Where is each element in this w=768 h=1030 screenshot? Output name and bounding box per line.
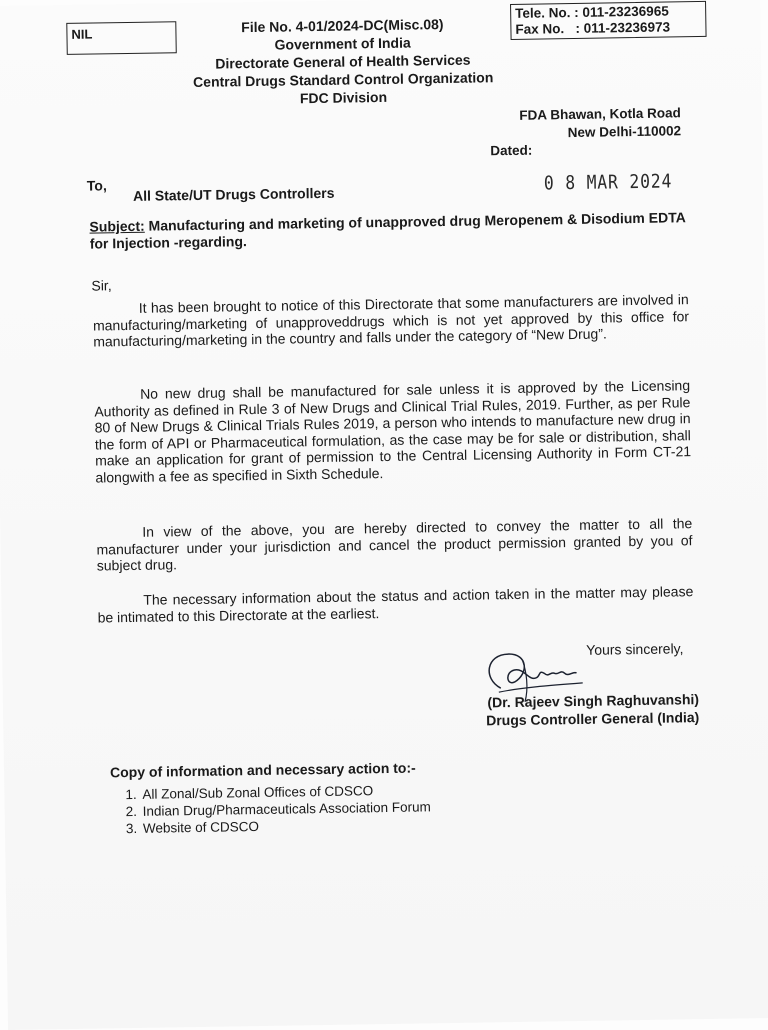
salutation: Sir, xyxy=(91,277,112,294)
body-paragraph: No new drug shall be manufactured for sale unless it is approved by the Licensing Authority as defined in Rule 3 of New Drugs and Clinical Trial Rules, 2019. Further, as per Rule 80 of New Drugs & Clinical Trials Rules 2019, a person who intends to manufacture new drug in the form of API or Pharmaceutical formulation, as the case may be for sale or distribution, shall make an application for grant of permission to the Central Licensing Authority in Form CT-21 alongwith a fee as specified in Sixth Schedule. xyxy=(94,377,692,486)
subject-label: Subject: xyxy=(89,217,145,235)
letterhead xyxy=(142,13,543,109)
recipient: All State/UT Drugs Controllers xyxy=(132,184,335,204)
org-line: Central Drugs Standard Control Organization xyxy=(192,69,494,90)
telephone-number: Tele. No. : 011-23236965 xyxy=(515,3,669,21)
signatory-name: (Dr. Rajeev Singh Raghuvanshi) xyxy=(487,691,700,711)
body-paragraph: The necessary information about the status and action taken in the matter may please be intimated to this Directorate at the earliest. xyxy=(97,583,694,626)
org-line: FDC Division xyxy=(299,88,388,107)
fax-number: Fax No. : 011-23236973 xyxy=(515,19,671,37)
address-line: FDA Bhawan, Kotla Road xyxy=(519,105,681,123)
subject-text: Manufacturing and marketing of unapproved drug Meropenem & Disodium EDTA for Injection -regarding. xyxy=(89,209,686,252)
body-paragraph: It has been brought to notice of this Directorate that some manufacturers are involved in manufacturing/marketing of unapproveddrugs which is not yet approved by this office for manufacturing/marketing in the country and falls under the category of “New Drug”. xyxy=(92,291,690,350)
signatory-designation: Drugs Controller General (India) xyxy=(486,709,700,729)
org-line: Directorate General of Health Services xyxy=(215,51,471,72)
org-line: Government of India xyxy=(274,34,411,53)
file-number: File No. 4-01/2024-DC(Misc.08) xyxy=(241,16,444,36)
date-stamp: 0 8 MAR 2024 xyxy=(543,170,673,195)
list-item: 1. All Zonal/Sub Zonal Offices of CDSCO xyxy=(140,781,430,803)
subject-line xyxy=(89,209,689,252)
address-line: New Delhi-110002 xyxy=(567,123,682,141)
copy-list xyxy=(118,781,431,837)
nil-label: NIL xyxy=(71,26,93,42)
body-paragraph: In view of the above, you are hereby directed to convey the matter to all the manufacturer under your jurisdiction and cancel the product permission granted by you of subject drug. xyxy=(96,515,693,574)
office-address xyxy=(491,104,682,143)
contact-box xyxy=(510,1,707,40)
closing: Yours sincerely, xyxy=(586,640,684,658)
to-label: To, xyxy=(86,177,107,194)
list-item: 2. Indian Drug/Pharmaceuticals Association Forum xyxy=(141,798,431,820)
copy-heading: Copy of information and necessary action to:- xyxy=(109,759,416,781)
list-item: 3. Website of CDSCO xyxy=(141,815,431,837)
signatory xyxy=(443,690,700,730)
dated-label: Dated: xyxy=(490,142,533,159)
